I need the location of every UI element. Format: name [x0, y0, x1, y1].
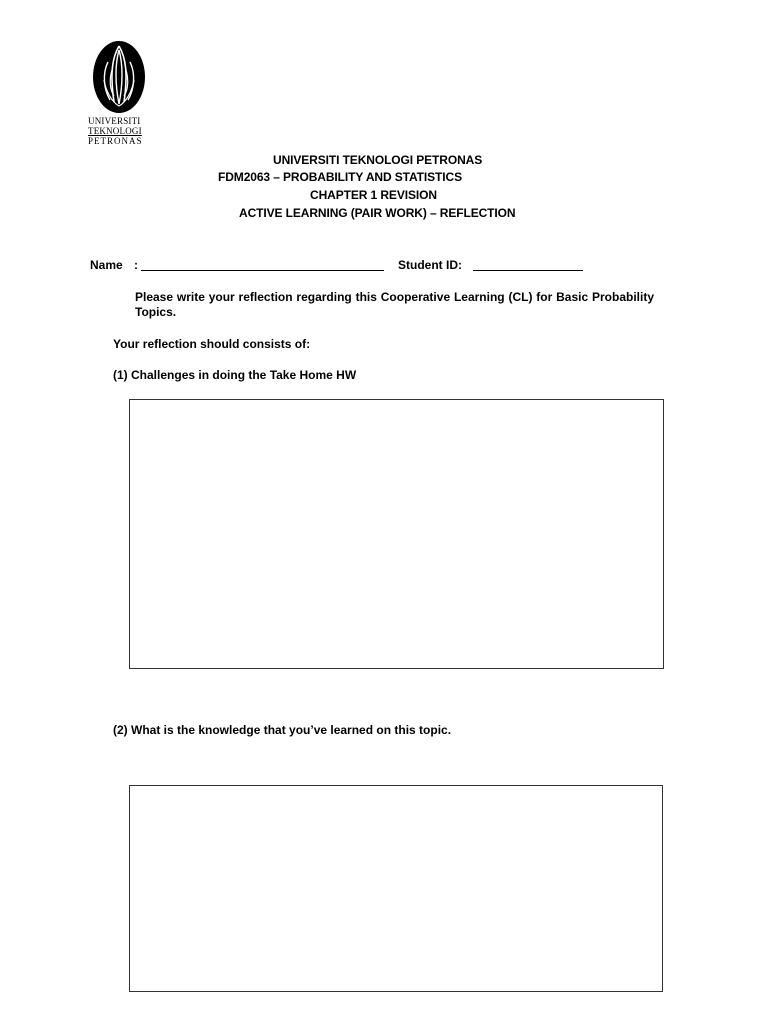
utp-logo — [88, 40, 154, 152]
answer-box-1[interactable] — [129, 399, 664, 669]
header-course: FDM2063 – PROBABILITY AND STATISTICS — [218, 170, 462, 184]
question-1-number: (1) — [113, 368, 128, 382]
name-label: Name — [90, 258, 123, 272]
student-id-field[interactable] — [473, 270, 583, 271]
question-1-text: Challenges in doing the Take Home HW — [131, 368, 357, 382]
header-activity: ACTIVE LEARNING (PAIR WORK) – REFLECTION — [239, 206, 516, 220]
name-colon: : — [134, 258, 138, 272]
logo-line-3: PETRONAS — [88, 136, 143, 146]
question-2 — [113, 723, 451, 737]
header-chapter: CHAPTER 1 REVISION — [310, 188, 437, 202]
header-university: UNIVERSITI TEKNOLOGI PETRONAS — [273, 153, 483, 167]
question-2-text: What is the knowledge that you’ve learned on this topic. — [131, 723, 452, 737]
instructions-paragraph: Please write your reflection regarding this Cooperative Learning (CL) for Basic Probability Topics. — [135, 290, 654, 319]
logo-wordmark — [88, 116, 154, 146]
instructions-consists-of: Your reflection should consists of: — [113, 337, 311, 351]
question-2-number: (2) — [113, 723, 128, 737]
name-field[interactable] — [141, 270, 384, 271]
answer-box-2[interactable] — [129, 785, 663, 992]
student-id-label: Student ID: — [398, 258, 462, 272]
logo-line-2: TEKNOLOGI — [88, 126, 142, 136]
logo-line-1: UNIVERSITI — [88, 116, 141, 126]
question-1 — [113, 368, 356, 382]
utp-emblem-icon — [92, 40, 146, 114]
